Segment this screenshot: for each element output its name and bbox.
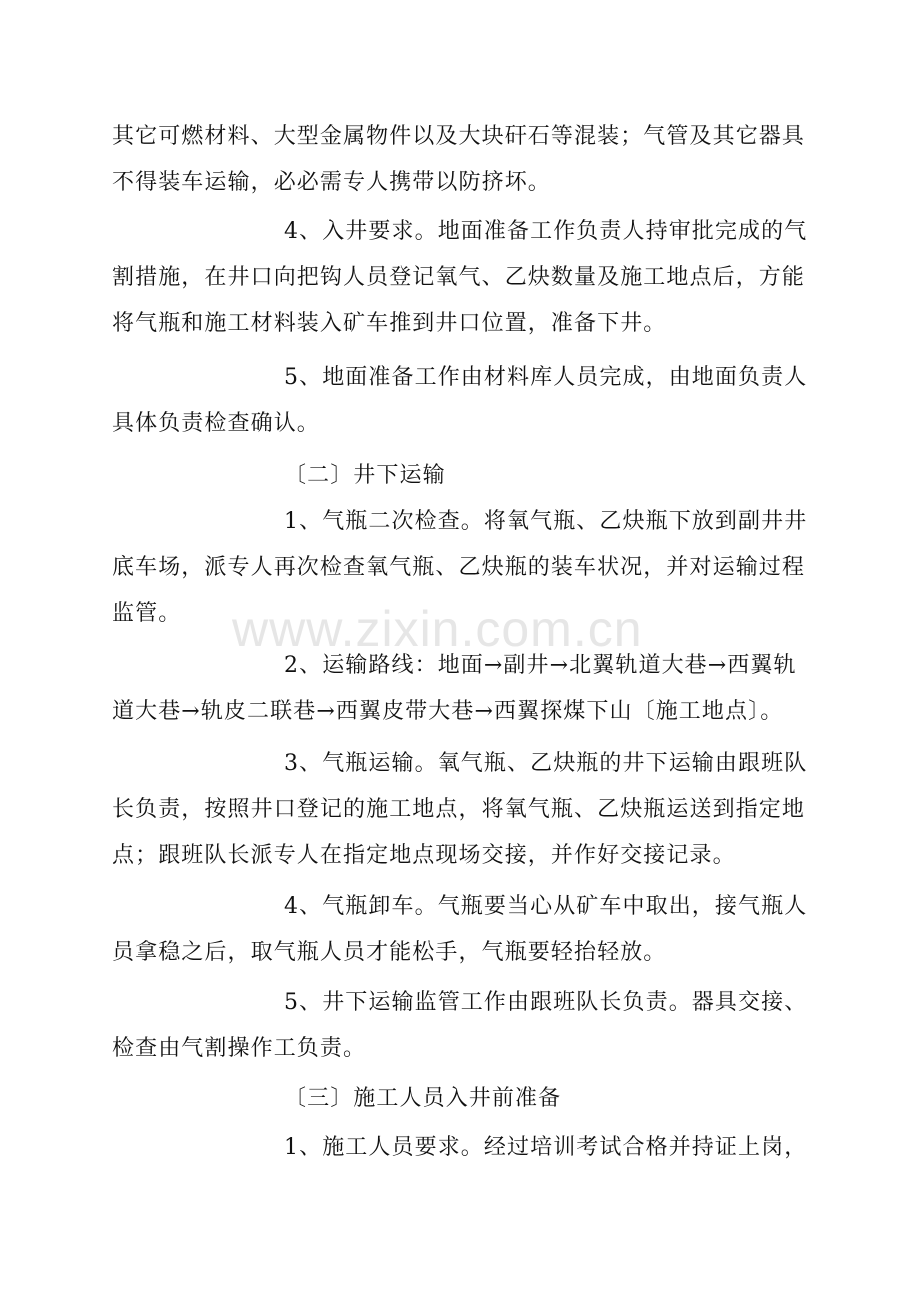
paragraph-item-1-cylinder-check: 1、气瓶二次检查。将氧气瓶、乙炔瓶下放到副井井底车场，派专人再次检查氧气瓶、乙炔瓶的装车状况，并对运输过程监管。 [112, 509, 808, 626]
paragraph-item-1-personnel-requirements: 1、施工人员要求。经过培训考试合格并持证上岗， [284, 1135, 808, 1160]
paragraph-item-5-supervision: 5、井下运输监管工作由跟班队长负责。器具交接、检查由气割操作工负责。 [112, 990, 808, 1061]
watermark: www.zixin.com.cn [232, 601, 643, 657]
paragraph-continuation: 其它可燃材料、大型金属物件以及大块矸石等混装；气管及其它器具不得装车运输，必必需专人携带以防挤坏。 [112, 124, 806, 195]
paragraph-item-5-surface-prep: 5、地面准备工作由材料库人员完成，由地面负责人具体负责检查确认。 [112, 365, 808, 436]
section-heading-underground-transport: 〔二〕井下运输 [284, 463, 446, 488]
paragraph-item-4-entry-requirements: 4、入井要求。地面准备工作负责人持审批完成的气割措施，在井口向把钩人员登记氧气、乙炔数量及施工地点后，方能将气瓶和施工材料装入矿车推到井口位置，准备下井。 [112, 219, 808, 336]
paragraph-item-2-transport-route: 2、运输路线：地面→副井→北翼轨道大巷→西翼轨道大巷→轨皮二联巷→西翼皮带大巷→西翼探煤下山〔施工地点〕。 [112, 653, 797, 724]
paragraph-item-4-cylinder-unloading: 4、气瓶卸车。气瓶要当心从矿车中取出，接气瓶人员拿稳之后，取气瓶人员才能松手，气瓶要轻抬轻放。 [112, 894, 808, 965]
paragraph-item-3-cylinder-transport: 3、气瓶运输。氧气瓶、乙炔瓶的井下运输由跟班队长负责，按照井口登记的施工地点，将氧气瓶、乙炔瓶运送到指定地点；跟班队长派专人在指定地点现场交接，并作好交接记录。 [112, 751, 808, 868]
section-heading-personnel-prep: 〔三〕施工人员入井前准备 [284, 1086, 562, 1111]
